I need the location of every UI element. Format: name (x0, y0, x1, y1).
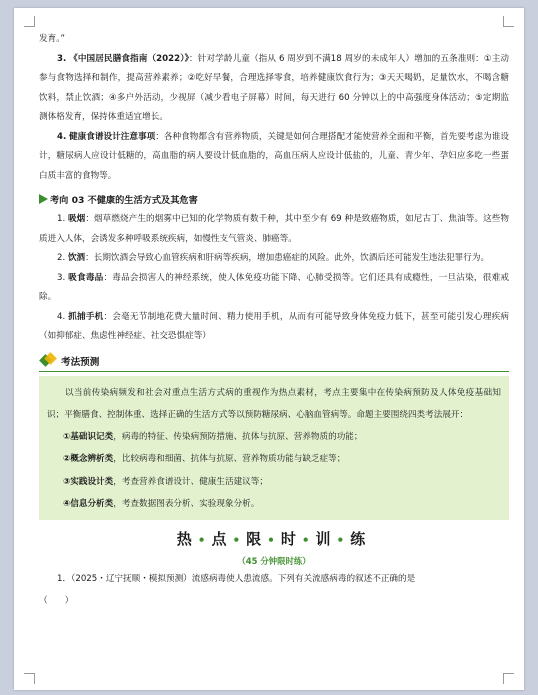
forecast-item-body: ，考查数据图表分析、实验现象分析。 (113, 499, 260, 509)
training-char: 热 (176, 529, 198, 548)
paragraph-item-4 (39, 128, 509, 187)
crop-mark (24, 673, 35, 684)
paragraph-item-3 (39, 50, 509, 128)
forecast-item-title: ②概念辨析类 (63, 454, 114, 464)
item-body: ：各种食物都含有营养物质，关键是如何合理搭配才能使营养全面和平衡，首先要考虑为谁设计，糖尿病人应设计低糖的，高血脂的病人要设计低血脂的，高血压病人应设计低盐的，儿童、青少年、孕妇应多吃一些蛋白质丰富的食物等。 (39, 131, 509, 181)
paragraph-drugs (39, 269, 509, 308)
item-number: 3. (57, 272, 66, 283)
dot-separator: • (267, 532, 281, 547)
forecast-item-title: ①基础识记类 (63, 431, 114, 442)
forecast-item (47, 426, 501, 449)
paragraph-drinking (39, 249, 509, 269)
dot-separator: • (232, 532, 247, 547)
dot-separator: • (336, 532, 351, 547)
item-body: ：毒品会损害人的神经系统，使人体免疫功能下降、心肺受损等。它们还具有成瘾性，一旦沾染，很难戒除。 (39, 272, 509, 302)
section-title: 考向 03 不健康的生活方式及其危害 (50, 195, 198, 206)
item-title: 吸烟 (68, 214, 86, 224)
item-number: 4. (57, 131, 67, 142)
arrow-icon (39, 194, 48, 204)
item-body: ：会毫无节制地花费大量时间、精力使用手机，从而有可能导致身体免疫力低下，甚至可能引发心理疾病（如抑郁症、焦虑性神经症、社交恐惧症等） (39, 311, 509, 341)
page-content (39, 30, 509, 611)
crop-mark (503, 673, 514, 684)
forecast-heading (39, 349, 509, 373)
item-title: 吸食毒品 (68, 272, 104, 283)
training-char: 训 (315, 529, 337, 548)
forecast-item (47, 471, 501, 494)
training-char: 限 (246, 529, 268, 548)
document-page (14, 8, 524, 690)
forecast-title: 考法预测 (61, 356, 100, 368)
forecast-item-title: ④信息分析类 (63, 499, 114, 509)
forecast-item-body: ，考查营养食谱设计、健康生活建议等； (113, 476, 268, 487)
training-char: 时 (280, 529, 302, 548)
forecast-item-title: ③实践设计类 (63, 476, 114, 487)
training-char: 练 (350, 529, 372, 548)
paragraph-smoking (39, 210, 509, 249)
item-title: 饮酒 (67, 253, 86, 263)
question-1-answer-paren: （ ） (39, 595, 74, 606)
crop-mark (24, 16, 35, 27)
forecast-item (47, 493, 501, 516)
crop-mark (503, 16, 514, 27)
paragraph-phone (39, 308, 509, 347)
question-1: 1．（2025・辽宁抚顺・模拟预测）流感病毒使人患流感。下列有关流感病毒的叙述不正确的是 (57, 573, 416, 584)
training-heading (39, 528, 509, 567)
item-body: ：针对学龄儿童（指从 6 周岁到不满18 周岁的未成年人）增加的五条准则：①主动参与食物选择和制作，提高营养素养；②吃好早餐，合理选择零食，培养健康饮食行为；③天天喝奶，足量饮水，不喝含糖饮料，禁止饮酒；④多户外活动，少视屏（减少看电子屏幕）时间，每天进行 60 分钟以上的中高强度身体活动；⑤定期监测体格发育，保持体重适宜增长。 (39, 53, 510, 122)
item-number: 2. (57, 253, 66, 263)
item-title: 《中国居民膳食指南（2022）》 (69, 53, 190, 64)
item-body: ：长期饮酒会导致心血管疾病和肝病等疾病，增加患癌症的风险。此外，饮酒后还可能发生违法犯罪行为。 (85, 253, 490, 263)
forecast-item-body: ，病毒的特征、传染病预防措施、抗体与抗原、营养物质的功能； (113, 431, 363, 442)
section-heading (39, 188, 509, 210)
item-title: 健康食谱设计注意事项 (69, 131, 156, 142)
item-body: ：烟草燃烧产生的烟雾中已知的化学物质有数千种，其中至少有 69 种是致癌物质，如尼古丁、焦油等。这些物质进入人体，会诱发多种呼吸系统疾病，如慢性支气管炎、肺癌等。 (39, 214, 509, 244)
forecast-intro: 以当前传染病频发和社会对重点生活方式病的重视作为热点素材，考点主要集中在传染病预防及人体免疫基础知识；平衡膳食、控制体重、选择正确的生活方式等以预防糖尿病、心脑血管病等。命题主要围绕四类考法展开： (47, 387, 501, 420)
training-title (39, 528, 509, 549)
diamond-icon (41, 354, 55, 368)
dot-separator: • (301, 532, 316, 547)
training-char: 点 (211, 529, 233, 548)
item-number: 4. (57, 311, 66, 322)
item-number: 3. (57, 53, 67, 64)
item-number: 1. (57, 214, 66, 224)
forecast-box (39, 376, 509, 520)
forecast-list (47, 426, 501, 516)
dot-separator: • (197, 532, 212, 547)
forecast-item (47, 448, 501, 471)
forecast-item-body: ，比较病毒和细菌、抗体与抗原、营养物质功能与缺乏症等； (113, 454, 346, 464)
training-subtitle: （45 分钟限时练） (237, 555, 311, 566)
lead-in-text: 发育。” (39, 34, 65, 44)
divider (39, 371, 509, 372)
item-title: 抓捕手机 (68, 311, 104, 322)
